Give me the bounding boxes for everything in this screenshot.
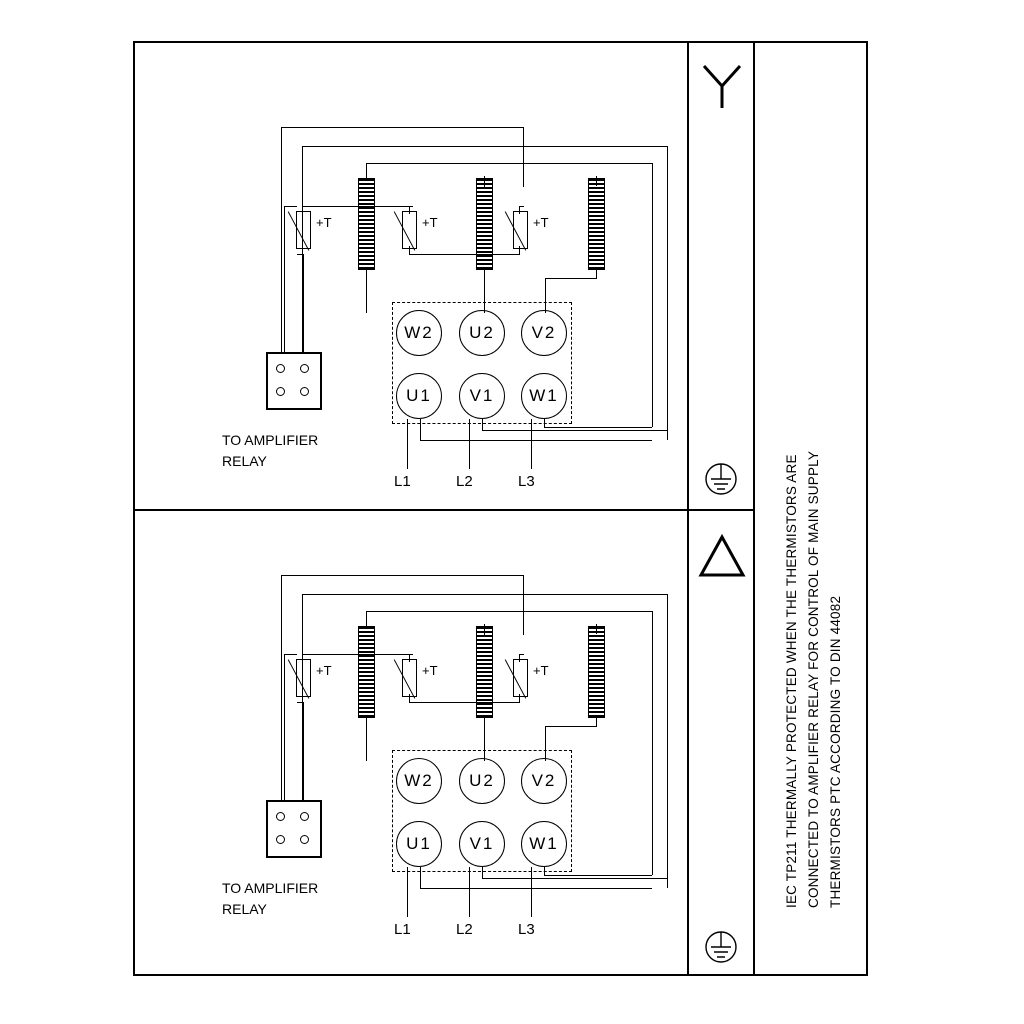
- supply-label-l1: L1: [394, 921, 411, 938]
- thermistor-ptc: [402, 659, 417, 697]
- terminal-v2[interactable]: V2: [521, 310, 567, 356]
- thermistor-ptc: [296, 211, 311, 249]
- terminal-v1[interactable]: V1: [459, 821, 505, 867]
- wire: [519, 694, 520, 703]
- winding-coil: [476, 178, 493, 270]
- wire: [302, 594, 667, 595]
- wire: [545, 726, 597, 727]
- star-symbol: [700, 62, 744, 110]
- terminal-u1[interactable]: U1: [396, 821, 442, 867]
- wire: [484, 268, 485, 313]
- wire: [366, 163, 367, 181]
- terminal-v2[interactable]: V2: [521, 758, 567, 804]
- wire: [409, 694, 410, 703]
- winding-coil: [358, 626, 375, 718]
- wire: [420, 440, 652, 441]
- wire: [366, 716, 367, 761]
- wire: [482, 419, 483, 430]
- amplifier-connector[interactable]: [266, 800, 322, 858]
- terminal-w1[interactable]: W1: [521, 821, 567, 867]
- winding-coil: [588, 626, 605, 718]
- winding-coil: [476, 626, 493, 718]
- wire: [420, 419, 421, 440]
- winding-coil: [588, 178, 605, 270]
- wire: [409, 254, 519, 255]
- side-note-line-3: THERMISTORS PTC ACCORDING TO DIN 44082: [828, 595, 843, 908]
- wire: [545, 278, 597, 279]
- thermistor-ptc: [513, 211, 528, 249]
- wire: [652, 611, 653, 875]
- thermistor-ptc: [513, 659, 528, 697]
- amplifier-note-line1: TO AMPLIFIER: [222, 432, 319, 448]
- thermistor-label: +T: [533, 663, 549, 678]
- wire: [284, 654, 285, 814]
- wire: [303, 206, 413, 207]
- wire: [281, 575, 282, 803]
- wire: [284, 654, 297, 655]
- wire: [297, 254, 304, 255]
- wire: [409, 702, 519, 703]
- wire: [523, 575, 524, 635]
- wire: [519, 654, 520, 662]
- wire: [469, 419, 470, 469]
- amplifier-connector[interactable]: [266, 352, 322, 410]
- thermistor-label: +T: [422, 663, 438, 678]
- wire: [519, 206, 520, 214]
- supply-label-l3: L3: [518, 473, 535, 490]
- wire: [519, 246, 520, 255]
- note-column-divider: [753, 41, 755, 976]
- wire: [281, 575, 524, 576]
- side-note-line-2: CONNECTED TO AMPLIFIER RELAY FOR CONTROL OF MAIN SUPPLY: [806, 450, 821, 908]
- wire: [482, 878, 667, 879]
- supply-label-l2: L2: [456, 921, 473, 938]
- wire: [667, 594, 668, 888]
- amplifier-note-line2: RELAY: [222, 901, 267, 917]
- wire: [409, 206, 410, 214]
- symbol-column-divider: [687, 41, 689, 976]
- wire: [284, 206, 297, 207]
- wire: [545, 726, 546, 761]
- wire: [652, 163, 653, 427]
- thermistor-label: +T: [316, 663, 332, 678]
- thermistor-label: +T: [533, 215, 549, 230]
- earth-symbol: [700, 928, 742, 968]
- thermistor-ptc: [296, 659, 311, 697]
- wire: [366, 611, 367, 629]
- wire: [409, 654, 410, 662]
- terminal-u2[interactable]: U2: [459, 758, 505, 804]
- wire: [596, 176, 597, 186]
- wire: [484, 176, 485, 188]
- terminal-u1[interactable]: U1: [396, 373, 442, 419]
- wire: [596, 716, 597, 726]
- wire: [531, 867, 532, 917]
- side-note-line-1: IEC TP211 THERMALLY PROTECTED WHEN THE THERMISTORS ARE: [784, 454, 799, 908]
- supply-label-l3: L3: [518, 921, 535, 938]
- wire: [545, 278, 546, 313]
- wire: [482, 430, 667, 431]
- thermistor-ptc: [402, 211, 417, 249]
- wire: [407, 419, 408, 469]
- wire: [544, 427, 652, 428]
- wire: [484, 624, 485, 636]
- wire: [366, 268, 367, 313]
- wire: [596, 268, 597, 278]
- amplifier-note-line2: RELAY: [222, 453, 267, 469]
- supply-label-l2: L2: [456, 473, 473, 490]
- terminal-v1[interactable]: V1: [459, 373, 505, 419]
- wire: [366, 163, 652, 164]
- wire: [519, 206, 524, 207]
- wire: [544, 419, 545, 428]
- wire: [519, 654, 524, 655]
- wire: [281, 127, 524, 128]
- wire: [302, 146, 667, 147]
- wire: [544, 875, 652, 876]
- amplifier-note-line1: TO AMPLIFIER: [222, 880, 319, 896]
- wire: [409, 246, 410, 255]
- panel-divider: [133, 509, 755, 511]
- thermistor-label: +T: [316, 215, 332, 230]
- wire: [482, 867, 483, 878]
- wire: [484, 716, 485, 761]
- wire: [667, 146, 668, 440]
- terminal-w2[interactable]: W2: [396, 758, 442, 804]
- terminal-w1[interactable]: W1: [521, 373, 567, 419]
- delta-symbol: [698, 534, 746, 578]
- winding-coil: [358, 178, 375, 270]
- wire: [523, 127, 524, 187]
- wire: [366, 611, 652, 612]
- wire: [469, 867, 470, 917]
- wire: [420, 867, 421, 888]
- wire: [420, 888, 652, 889]
- wire: [281, 127, 282, 355]
- wire: [531, 419, 532, 469]
- wire: [284, 206, 285, 366]
- wire: [303, 654, 413, 655]
- earth-symbol: [700, 460, 742, 500]
- wire: [407, 867, 408, 917]
- wire: [297, 702, 304, 703]
- terminal-w2[interactable]: W2: [396, 310, 442, 356]
- supply-label-l1: L1: [394, 473, 411, 490]
- wire: [596, 624, 597, 634]
- terminal-u2[interactable]: U2: [459, 310, 505, 356]
- thermistor-label: +T: [422, 215, 438, 230]
- wire: [544, 867, 545, 876]
